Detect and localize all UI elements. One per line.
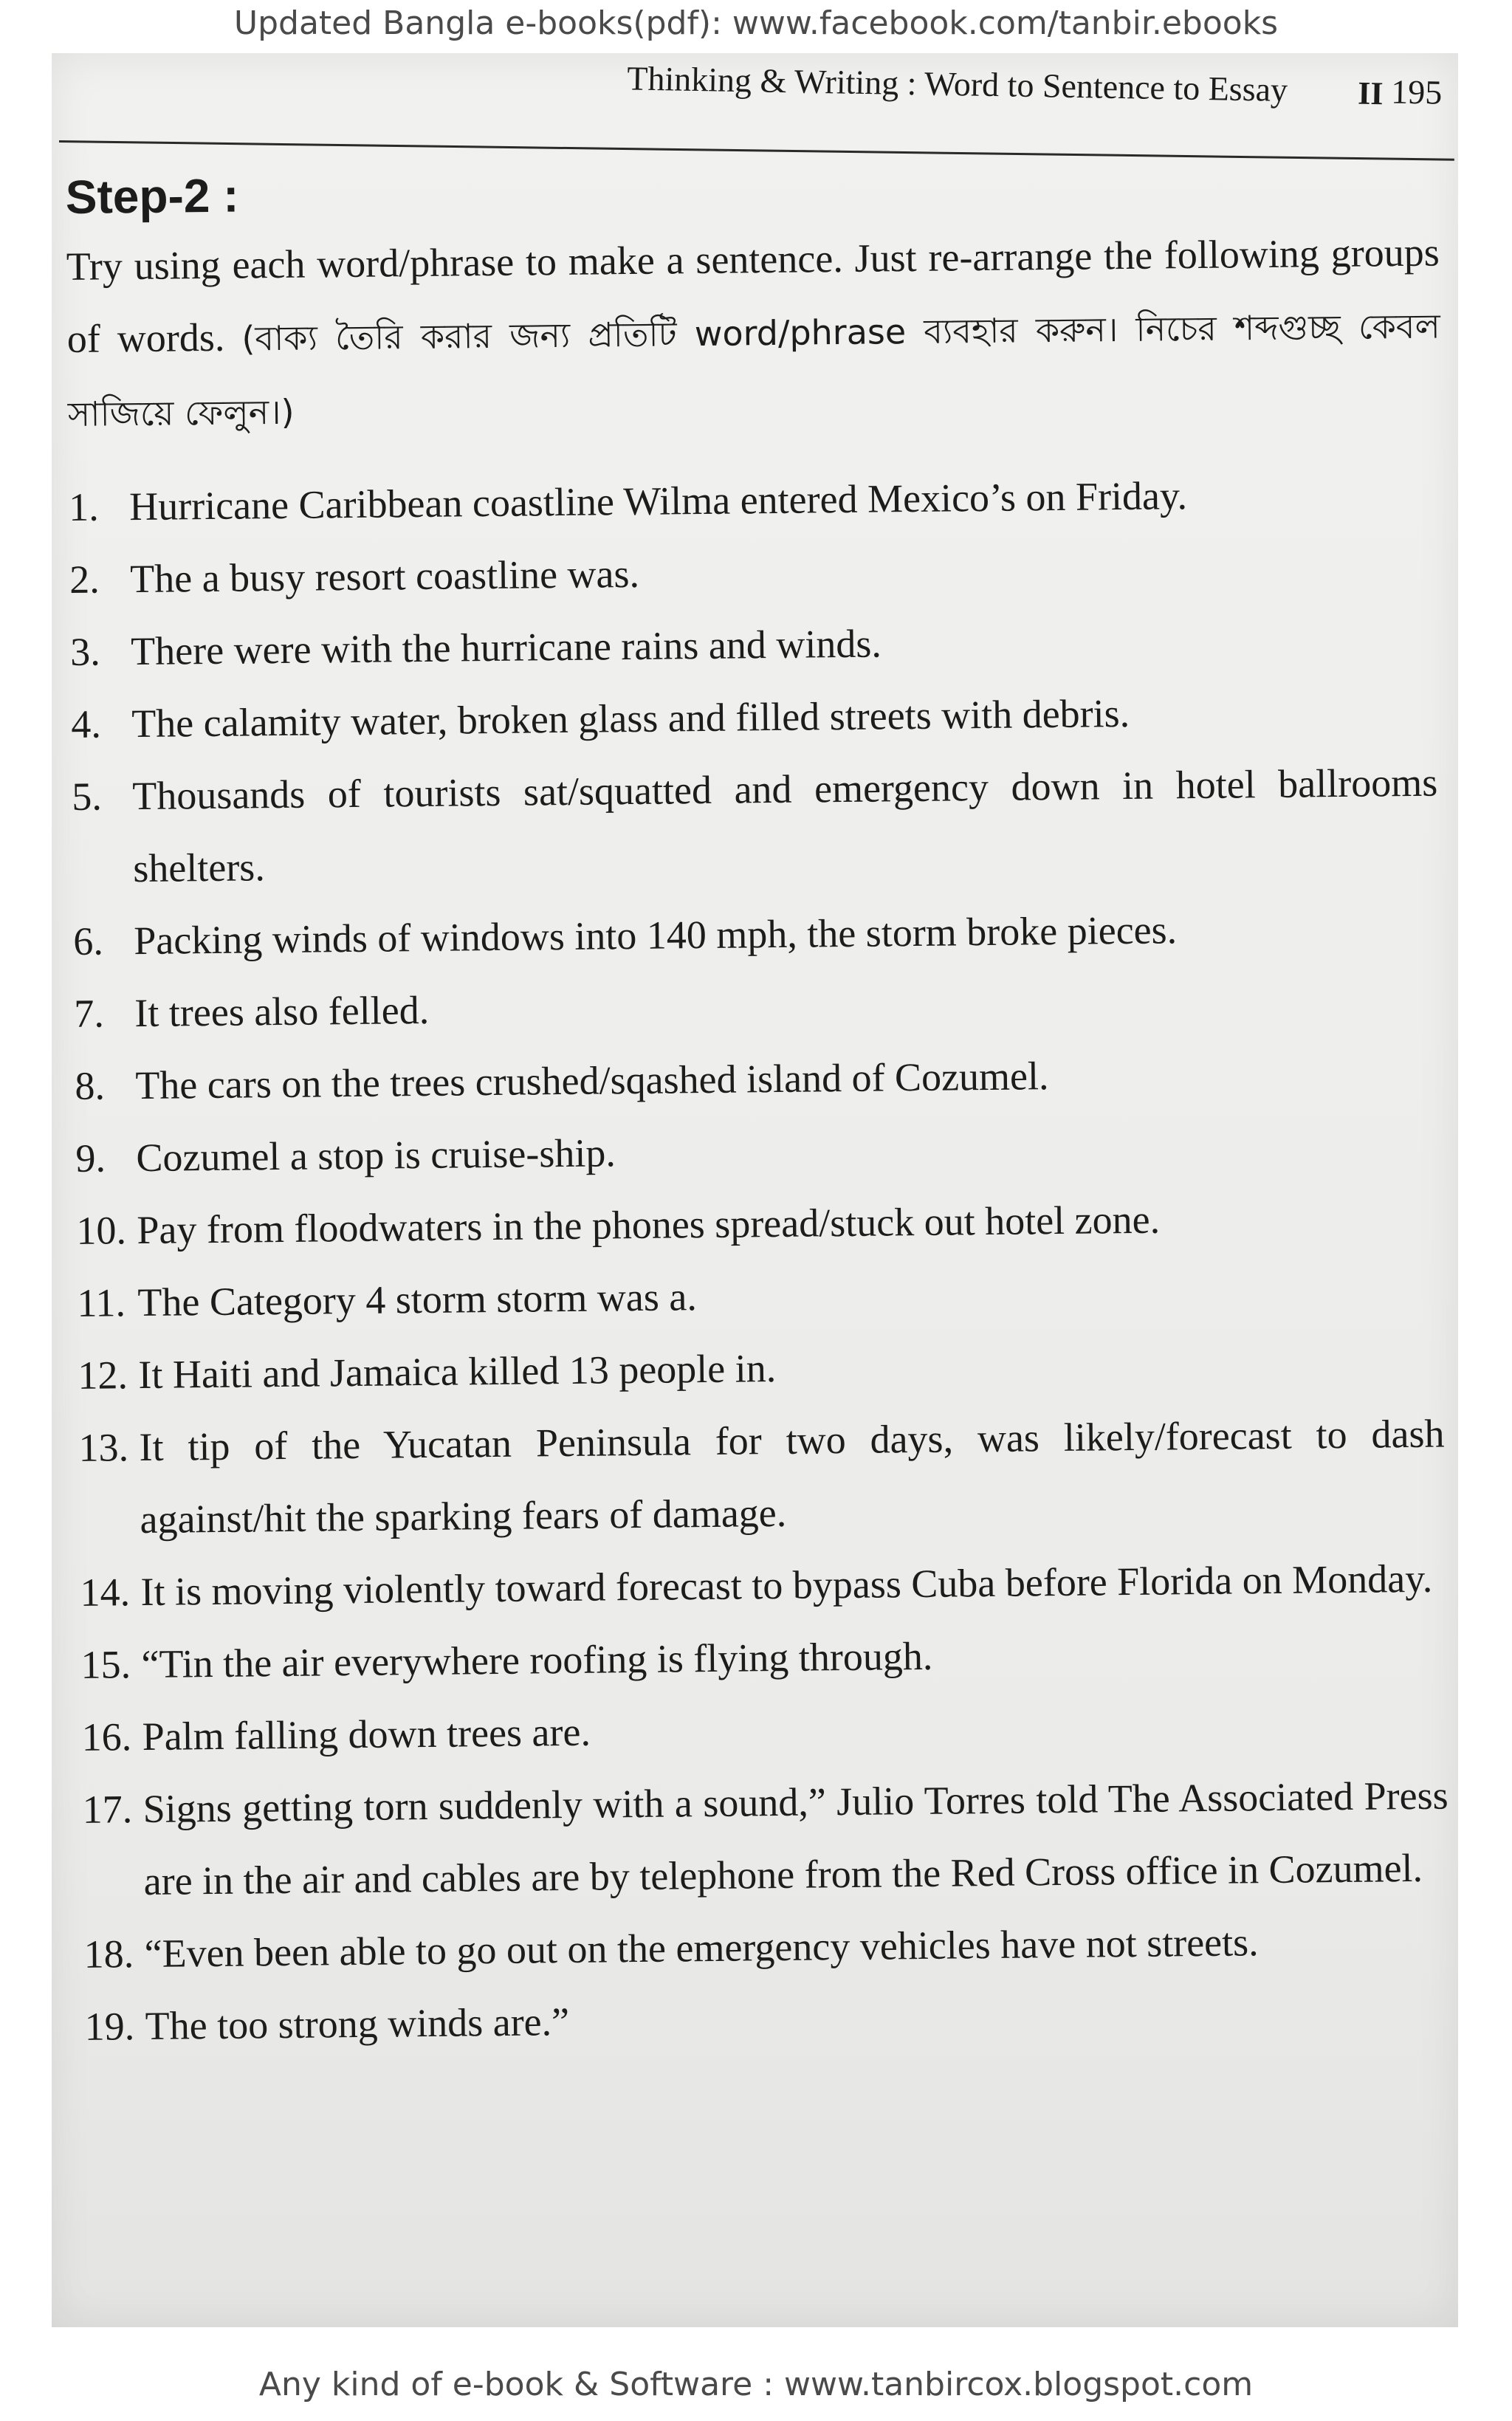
bottom-watermark: Any kind of e-book & Software : www.tanbircox.blogspot.com bbox=[258, 2366, 1254, 2403]
instruction-english: Try using each word/phrase to make a sentence. Just re-arrange the following groups of words. bbox=[66, 230, 1440, 361]
item-number: 12. bbox=[78, 1353, 128, 1398]
book-page bbox=[52, 53, 1458, 2327]
item-text: “Even been able to go out on the emergency vehicles have not streets. bbox=[144, 1920, 1259, 1977]
item-text: “Tin the air everywhere roofing is flying through. bbox=[141, 1633, 933, 1687]
item-number: 4. bbox=[70, 701, 102, 746]
list-item bbox=[80, 1542, 1458, 1629]
item-number: 13. bbox=[78, 1425, 129, 1470]
item-text: Packing winds of windows into 140 mph, the storm broke pieces. bbox=[134, 907, 1178, 964]
item-number: 8. bbox=[75, 1063, 106, 1108]
list-item bbox=[82, 1759, 1458, 1918]
item-text: It tip of the Yucatan Peninsula for two days, was likely/forecast to dash against/hit the sparking fears of damage. bbox=[139, 1411, 1445, 1542]
item-text: Thousands of tourists sat/squatted and emergency down in hotel ballrooms shelters. bbox=[131, 760, 1438, 891]
item-text: There were with the hurricane rains and winds. bbox=[130, 621, 882, 674]
instruction-bangla: (বাক্য তৈরি করার জন্য প্রতিটি word/phrase ব্যবহার করুন। নিচের শব্দগুচ্ছ কেবল সাজিয়ে ফেলুন।) bbox=[67, 306, 1441, 434]
item-number: 19. bbox=[84, 2004, 135, 2049]
item-number: 16. bbox=[81, 1714, 132, 1759]
item-text: Pay from floodwaters in the phones spread/stuck out hotel zone. bbox=[137, 1197, 1161, 1253]
item-number: 9. bbox=[75, 1136, 106, 1181]
page-content bbox=[65, 127, 1458, 2062]
item-number: 7. bbox=[74, 991, 105, 1036]
item-text: Signs getting torn suddenly with a sound,” Julio Torres told The Associated Press are in the air and cables are by telephone from the Red Cross office in Cozumel. bbox=[142, 1773, 1449, 1904]
item-number: 2. bbox=[69, 557, 100, 602]
item-number: 1. bbox=[68, 484, 99, 529]
item-text: Cozumel a stop is cruise-ship. bbox=[136, 1130, 616, 1181]
exercise-list bbox=[69, 456, 1458, 2062]
item-text: The calamity water, broken glass and filled streets with debris. bbox=[131, 690, 1130, 746]
item-text: It trees also felled. bbox=[134, 987, 430, 1036]
section-title: Step-2 : bbox=[65, 168, 239, 224]
item-number: 15. bbox=[80, 1642, 131, 1687]
item-number: 6. bbox=[73, 918, 104, 964]
item-number: 5. bbox=[71, 774, 103, 819]
item-text: It Haiti and Jamaica killed 13 people in. bbox=[138, 1346, 777, 1398]
item-text: The a busy resort coastline was. bbox=[129, 551, 640, 602]
item-number: 17. bbox=[82, 1787, 133, 1832]
item-number: 10. bbox=[76, 1208, 127, 1253]
page-number: 195 bbox=[1390, 72, 1443, 111]
item-text: The cars on the trees crushed/sqashed island of Cozumel. bbox=[135, 1054, 1049, 1108]
header-separator: II bbox=[1357, 75, 1384, 112]
section-instruction bbox=[66, 216, 1449, 450]
item-text: Palm falling down trees are. bbox=[142, 1709, 591, 1759]
list-item bbox=[81, 1686, 1458, 1773]
item-number: 14. bbox=[80, 1570, 131, 1615]
item-text: It is moving violently toward forecast to bypass Cuba before Florida on Monday. bbox=[140, 1556, 1433, 1615]
list-item bbox=[72, 746, 1454, 905]
item-text: Hurricane Caribbean coastline Wilma entered Mexico’s on Friday. bbox=[128, 473, 1188, 529]
list-item bbox=[83, 1903, 1458, 1991]
item-text: The Category 4 storm storm was a. bbox=[137, 1274, 698, 1325]
header-title: Thinking & Writing : Word to Sentence to Essay bbox=[626, 59, 1288, 109]
item-number: 3. bbox=[69, 629, 101, 674]
list-item bbox=[84, 1976, 1458, 2063]
item-text: The too strong winds are.” bbox=[145, 1999, 570, 2048]
list-item bbox=[80, 1614, 1458, 1701]
top-watermark: Updated Bangla e-books(pdf): www.facebook.com/tanbir.ebooks bbox=[233, 4, 1279, 42]
list-item bbox=[78, 1397, 1458, 1556]
item-number: 18. bbox=[83, 1931, 134, 1977]
item-number: 11. bbox=[77, 1280, 126, 1325]
